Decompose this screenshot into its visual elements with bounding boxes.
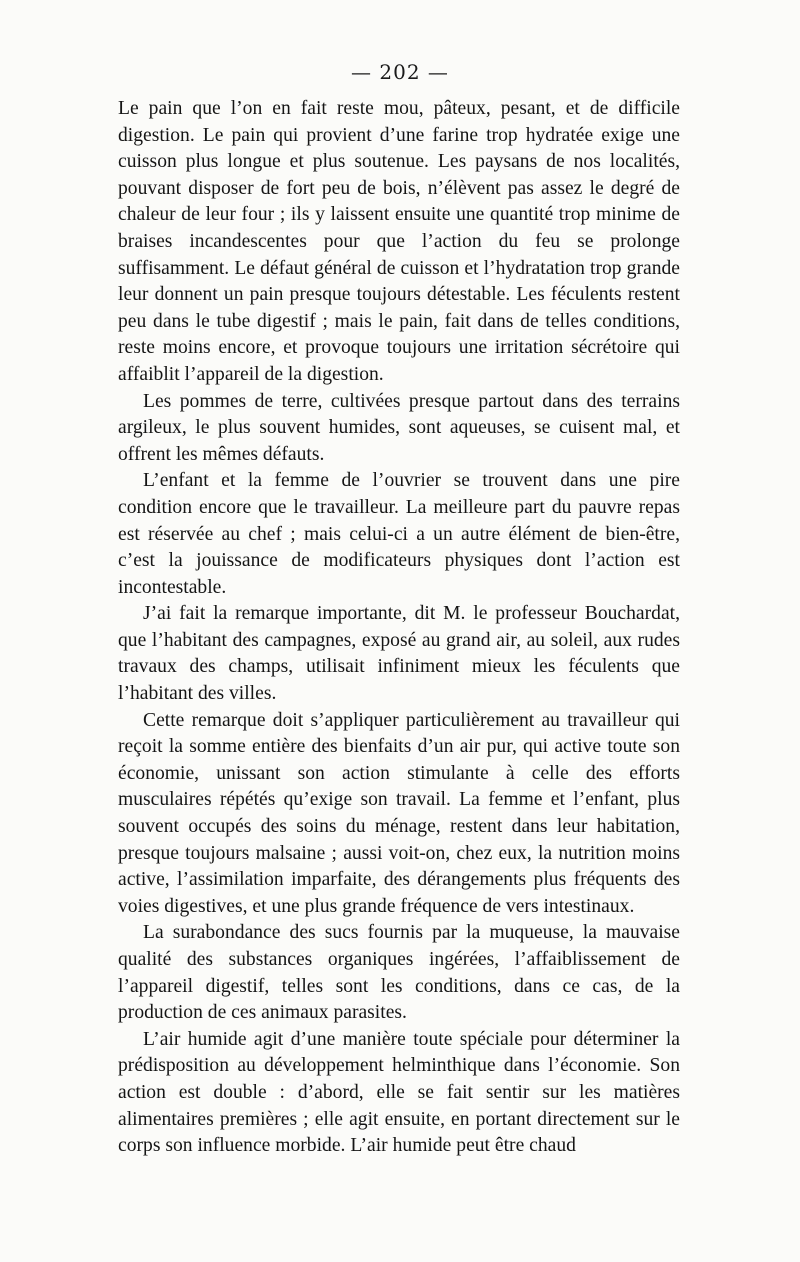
paragraph-bouchardat-remark: J’ai fait la remarque importante, dit M. le professeur Bouchardat, que l’habitant des campagnes, exposé au grand air, au soleil, aux rudes travaux des champs, utilisait infiniment mieux les féculents que l’habitant des villes.	[118, 603, 680, 705]
paragraph-parasites: La surabondance des sucs fournis par la muqueuse, la mauvaise qualité des substances organiques ingérées, l’affaiblissement de l’appareil digestif, telles sont les conditions, dans ce cas, de la production de ces animaux parasites.	[118, 922, 680, 1024]
body-text	[118, 96, 680, 1160]
paragraph-bread-digestion: Le pain que l’on en fait reste mou, pâteux, pesant, et de difficile digestion. Le pain qui provient d’une farine trop hydratée exige une cuisson plus longue et plus soutenue. Les paysans de nos localités, pouvant disposer de fort peu de bois, n’élèvent pas assez le degré de chaleur de leur four ; ils y laissent ensuite une quantité trop minime de braises incandescentes pour que l’action du feu se prolonge suffisamment. Le défaut général de cuisson et l’hydratation trop grande leur donnent un pain presque toujours détestable. Les féculents restent peu dans le tube digestif ; mais le pain, fait dans de telles conditions, reste moins encore, et provoque toujours une irritation sécrétoire qui affaiblit l’appareil de la digestion.	[118, 98, 680, 385]
paragraph-worker-air: Cette remarque doit s’appliquer particulièrement au travailleur qui reçoit la somme entière des bienfaits d’un air pur, qui active toute son économie, unissant son action stimulante à celle des efforts musculaires répétés qu’exige son travail. La femme et l’enfant, plus souvent occupés des soins du ménage, restent dans leur habitation, presque toujours malsaine ; aussi voit-on, chez eux, la nutrition moins active, l’assimilation imparfaite, des dérangements plus fréquents des voies digestives, et une plus grande fréquence de vers intestinaux.	[118, 709, 680, 917]
paragraph-woman-child: L’enfant et la femme de l’ouvrier se trouvent dans une pire condition encore que le travailleur. La meilleure part du pauvre repas est réservée au chef ; mais celui-ci a un autre élément de bien-être, c’est la jouissance de modificateurs physiques dont l’action est incontestable.	[118, 470, 680, 598]
paragraph-potatoes: Les pommes de terre, cultivées presque partout dans des terrains argileux, le plus souvent humides, sont aqueuses, se cuisent mal, et offrent les mêmes défauts.	[118, 390, 680, 465]
page-number: — 202 —	[351, 60, 449, 84]
paragraph-humid-air: L’air humide agit d’une manière toute spéciale pour déterminer la prédisposition au développement helminthique dans l’économie. Son action est double : d’abord, elle se fait sentir sur les matières alimentaires premières ; elle agit ensuite, en portant directement sur le corps son influence morbide. L’air humide peut être chaud	[118, 1028, 680, 1157]
